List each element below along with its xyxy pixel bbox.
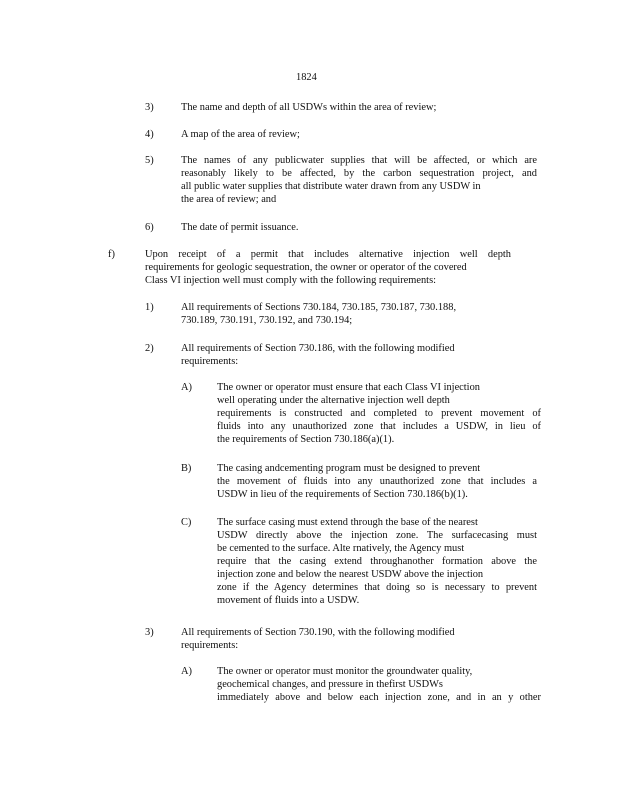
item-label: 3) [145, 102, 154, 113]
text-line: requirements: [181, 356, 239, 367]
page-number: 1824 [296, 72, 317, 83]
text-line: The name and depth of all USDWs within the area of review; [181, 102, 437, 113]
item-label: 6) [145, 222, 154, 233]
item-text [181, 221, 381, 234]
item-text [217, 516, 537, 607]
text-line: the requirements of Section 730.186(a)(1). [217, 434, 395, 445]
text-line: The surface casing must extend through the base of the nearest [217, 517, 478, 528]
text-line: well operating under the alternative injection well depth [217, 395, 450, 406]
text-line: The date of permit issuance. [181, 222, 299, 233]
item-label: C) [181, 517, 192, 528]
text-line: All requirements of Section 730.190, with the following modified [181, 627, 455, 638]
item-text [181, 154, 537, 206]
text-line: Class VI injection well must comply with the following requirements: [145, 275, 436, 286]
item-text [217, 381, 541, 446]
text-line: reasonably likely to be affected, by the carbon sequestration project, and [181, 168, 537, 179]
item-label: 5) [145, 155, 154, 166]
item-label: 2) [145, 343, 154, 354]
text-line: USDW in lieu of the requirements of Section 730.186(b)(1). [217, 489, 468, 500]
text-line: the area of review; and [181, 194, 277, 205]
text-line: zone if the Agency determines that doing so is necessary to prevent [217, 582, 537, 593]
item-label: A) [181, 382, 192, 393]
text-line: 730.189, 730.191, 730.192, and 730.194; [181, 315, 353, 326]
item-label: 4) [145, 129, 154, 140]
text-line: all public water supplies that distribute water drawn from any USDW in [181, 181, 481, 192]
text-line: The casing andcementing program must be designed to prevent [217, 463, 481, 474]
text-line: The owner or operator must ensure that each Class VI injection [217, 382, 480, 393]
item-label: B) [181, 463, 192, 474]
item-text [181, 626, 493, 652]
item-text [181, 128, 381, 141]
text-line: Upon receipt of a permit that includes alternative injection well depth [145, 249, 511, 260]
item-label: A) [181, 666, 192, 677]
item-text [217, 462, 537, 501]
item-label: 1) [145, 302, 154, 313]
text-line: USDW directly above the injection zone. The surfacecasing must [217, 530, 537, 541]
item-text [181, 101, 481, 114]
text-line: All requirements of Sections 730.184, 730.185, 730.187, 730.188, [181, 302, 457, 313]
text-line: requirements: [181, 640, 239, 651]
text-line: immediately above and below each injection zone, and in an y other [217, 692, 541, 703]
text-line: geochemical changes, and pressure in thefirst USDWs [217, 679, 443, 690]
item-text [217, 665, 541, 704]
text-line: The names of any publicwater supplies that will be affected, or which are [181, 155, 537, 166]
text-line: be cemented to the surface. Alte rnatively, the Agency must [217, 543, 465, 554]
item-text [181, 342, 493, 368]
text-line: require that the casing extend throughanother formation above the [217, 556, 537, 567]
text-line: the movement of fluids into any unauthorized zone that includes a [217, 476, 537, 487]
item-label: f) [108, 249, 115, 260]
text-line: injection zone and below the nearest USDW above the injection [217, 569, 484, 580]
item-text [145, 248, 511, 287]
text-line: movement of fluids into a USDW. [217, 595, 360, 606]
text-line: requirements for geologic sequestration, the owner or operator of the covered [145, 262, 467, 273]
text-line: A map of the area of review; [181, 129, 300, 140]
text-line: All requirements of Section 730.186, with the following modified [181, 343, 455, 354]
item-text [181, 301, 493, 327]
text-line: requirements is constructed and completed to prevent movement of [217, 408, 541, 419]
text-line: fluids into any unauthorized zone that includes a USDW, in lieu of [217, 421, 541, 432]
text-line: The owner or operator must monitor the groundwater quality, [217, 666, 473, 677]
item-label: 3) [145, 627, 154, 638]
